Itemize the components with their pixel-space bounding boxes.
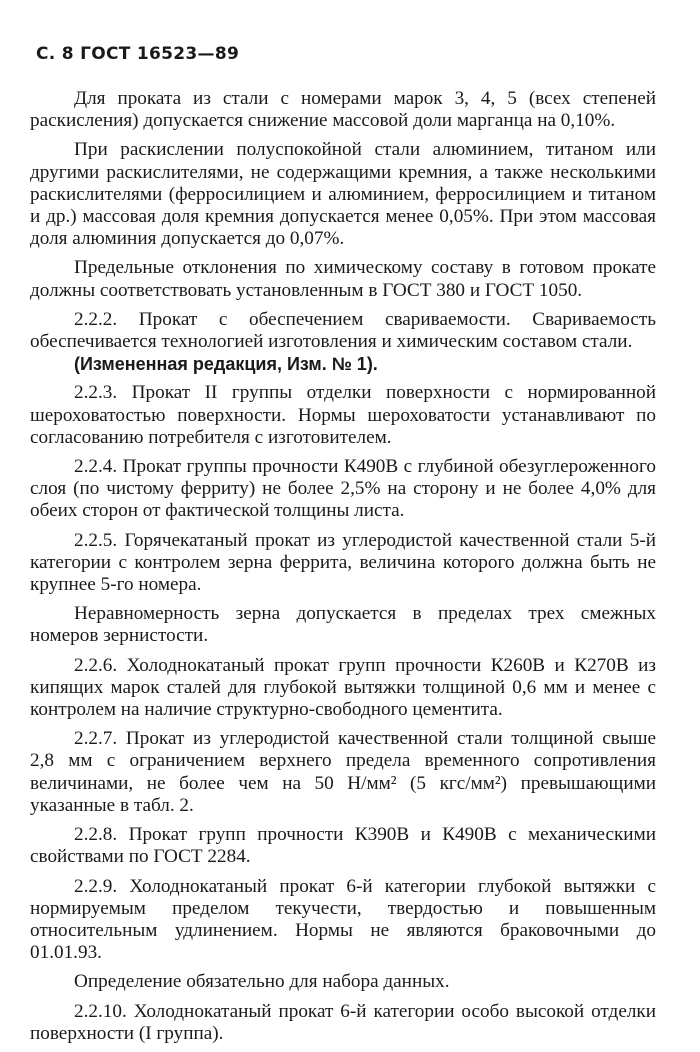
- clause-2-2-2: 2.2.2. Прокат с обеспечением свариваемости. Свариваемость обеспечивается технологией изготовления и химическим составом стали.: [30, 308, 656, 353]
- clause-2-2-9: 2.2.9. Холоднокатаный прокат 6-й категории глубокой вытяжки с нормируемым пределом текучести, твердостью и повышенным относительным удлинением. Нормы не являются браковочными до 01.01.93.: [30, 875, 656, 964]
- clause-2-2-10: 2.2.10. Холоднокатаный прокат 6-й категории особо высокой отделки поверхности (I группа).: [30, 1000, 656, 1044]
- clause-2-2-6: 2.2.6. Холоднокатаный прокат групп прочности К260В и К270В из кипящих марок сталей для глубокой вытяжки толщиной 0,6 мм и менее с контролем на наличие структурно-свободного цементита.: [30, 654, 656, 721]
- clause-2-2-7: 2.2.7. Прокат из углеродистой качественной стали толщиной свыше 2,8 мм с ограничением верхнего предела временного сопротивления величинами, не более чем на 50 Н/мм² (5 кгс/мм²) превышающими указанные в табл. 2.: [30, 728, 656, 816]
- document-body: [30, 88, 656, 1045]
- paragraph-chemical-deviations: Предельные отклонения по химическому составу в готовом прокате должны соответствовать установленным в ГОСТ 380 и ГОСТ 1050.: [30, 257, 656, 301]
- clause-2-2-4: 2.2.4. Прокат группы прочности К490В с глубиной обезуглероженного слоя (по чистому ферриту) не более 2,5% на сторону и не более 4,0% для обеих сторон от фактической толщины листа.: [30, 456, 656, 522]
- revision-note: (Измененная редакция, Изм. № 1).: [74, 354, 378, 375]
- paragraph-definition-note: Определение обязательно для набора данных.: [74, 971, 450, 993]
- paragraph-deoxidation: При раскислении полуспокойной стали алюминием, титаном или другими раскислителями, не содержащими кремния, а также несколькими раскислителями (ферросилицием и алюминием, ферросилицием и титаном и др.) массовая доля кремния допускается менее 0,05%. При этом массовая доля алюминия допускается до 0,07%.: [30, 139, 656, 250]
- clause-2-2-3: 2.2.3. Прокат II группы отделки поверхности с нормированной шероховатостью поверхности. Нормы шероховатости устанавливают по согласованию потребителя с изготовителем.: [30, 382, 656, 448]
- clause-2-2-5: 2.2.5. Горячекатаный прокат из углеродистой качественной стали 5-й категории с контролем зерна феррита, величина которого должна быть не крупнее 5-го номера.: [30, 529, 656, 596]
- paragraph-manganese: Для проката из стали с номерами марок 3, 4, 5 (всех степеней раскисления) допускается снижение массовой доли марганца на 0,10%.: [30, 88, 656, 132]
- paragraph-grain-unevenness: Неравномерность зерна допускается в пределах трех смежных номеров зернистости.: [30, 603, 656, 647]
- clause-2-2-8: 2.2.8. Прокат групп прочности К390В и К490В с механическими свойствами по ГОСТ 2284.: [30, 824, 656, 868]
- page-header: С. 8 ГОСТ 16523—89: [36, 44, 240, 64]
